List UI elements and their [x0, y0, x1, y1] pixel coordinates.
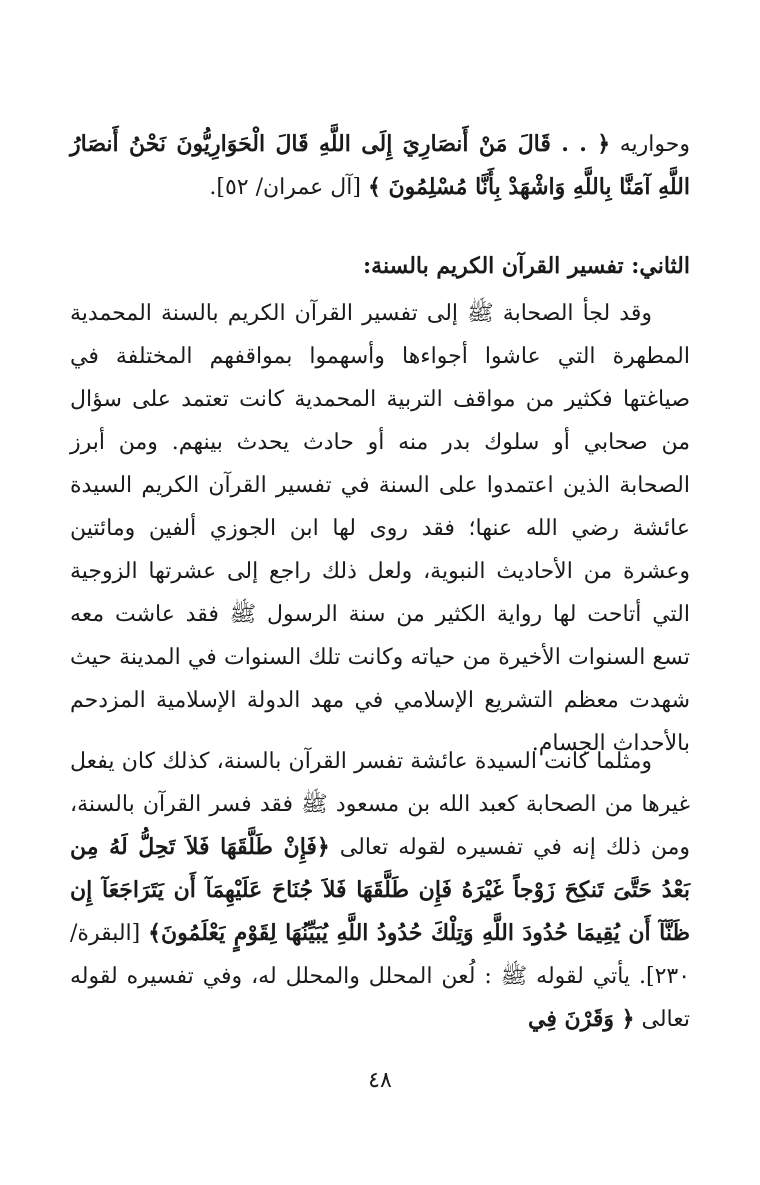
opening-lead: وحواريه: [619, 132, 691, 157]
paragraph-2-intro: ومثلما كانت السيدة عائشة تفسر القرآن بالسنة، كذلك كان يفعل غيرها من الصحابة كعبد الله بن مسعود ﷺ فقد فسر القرآن بالسنة، ومن ذلك إنه في تفسيره لقوله تعالى: [70, 749, 690, 860]
opening-verse-paragraph: [70, 123, 690, 209]
section-heading: الثاني: تفسير القرآن الكريم بالسنة:: [363, 253, 690, 279]
verse-reference: [البقرة/ ٢٣٠].: [70, 921, 691, 989]
paragraph-2-continuation: يأتي لقوله ﷺ : لُعن المحلل والمحلل له، وفي تفسيره لقوله تعالى: [70, 964, 690, 1032]
body-paragraph-2: [70, 740, 690, 1041]
page-number: ٤٨: [368, 1068, 392, 1093]
quran-verse-al-imran: ﴿ . . قَالَ مَنْ أَنصَارِيَ إِلَى اللَّهِ قَالَ الْحَوَارِيُّونَ نَحْنُ أَنصَارُ اللَّهِ آمَنَّا بِاللَّهِ وَاشْهَدْ بِأَنَّا مُسْلِمُونَ ﴾: [70, 131, 690, 200]
body-paragraph-1: وقد لجأ الصحابة ﷺ إلى تفسير القرآن الكريم بالسنة المحمدية المطهرة التي عاشوا أجواءها وأسهموا بمواقفهم المختلفة في صياغتها فكثير من مواقف التربية المحمدية كانت تعتمد على سؤال من صحابي أو سلوك بدر منه أو حادث يحدث بينهم. ومن أبرز الصحابة الذين اعتمدوا على السنة في تفسير القرآن الكريم السيدة عائشة رضي الله عنها؛ فقد روى لها ابن الجوزي ألفين ومائتين وعشرة من الأحاديث النبوية، ولعل ذلك راجع إلى عشرتها الزوجية التي أتاحت لها رواية الكثير من سنة الرسول ﷺ فقد عاشت معه تسع السنوات الأخيرة من حياته وكانت تلك السنوات في المدينة حيث شهدت معظم التشريع الإسلامي في مهد الدولة الإسلامية المزدحم بالأحداث الجسام.: [70, 301, 690, 756]
quran-verse-trailing: ﴿ وَقَرْنَ فِي: [528, 1006, 635, 1032]
quran-verse-al-baqara: ﴿فَإِنْ طَلَّقَهَا فَلاَ تَحِلُّ لَهُ مِن بَعْدُ حَتَّىَ تَنكِحَ زَوْجاً غَيْرَهُ فَإِن طَلَّقَهَا فَلاَ جُنَاحَ عَلَيْهِمَآ أَن يَتَرَاجَعَآ إِن ظَنَّآ أَن يُقِيمَا حُدُودَ اللَّهِ وَتِلْكَ حُدُودُ اللَّهِ يُبَيِّنُهَا لِقَوْمٍ يَعْلَمُونَ﴾: [70, 834, 691, 946]
verse-reference: [آل عمران/ ٥٢].: [209, 175, 361, 200]
